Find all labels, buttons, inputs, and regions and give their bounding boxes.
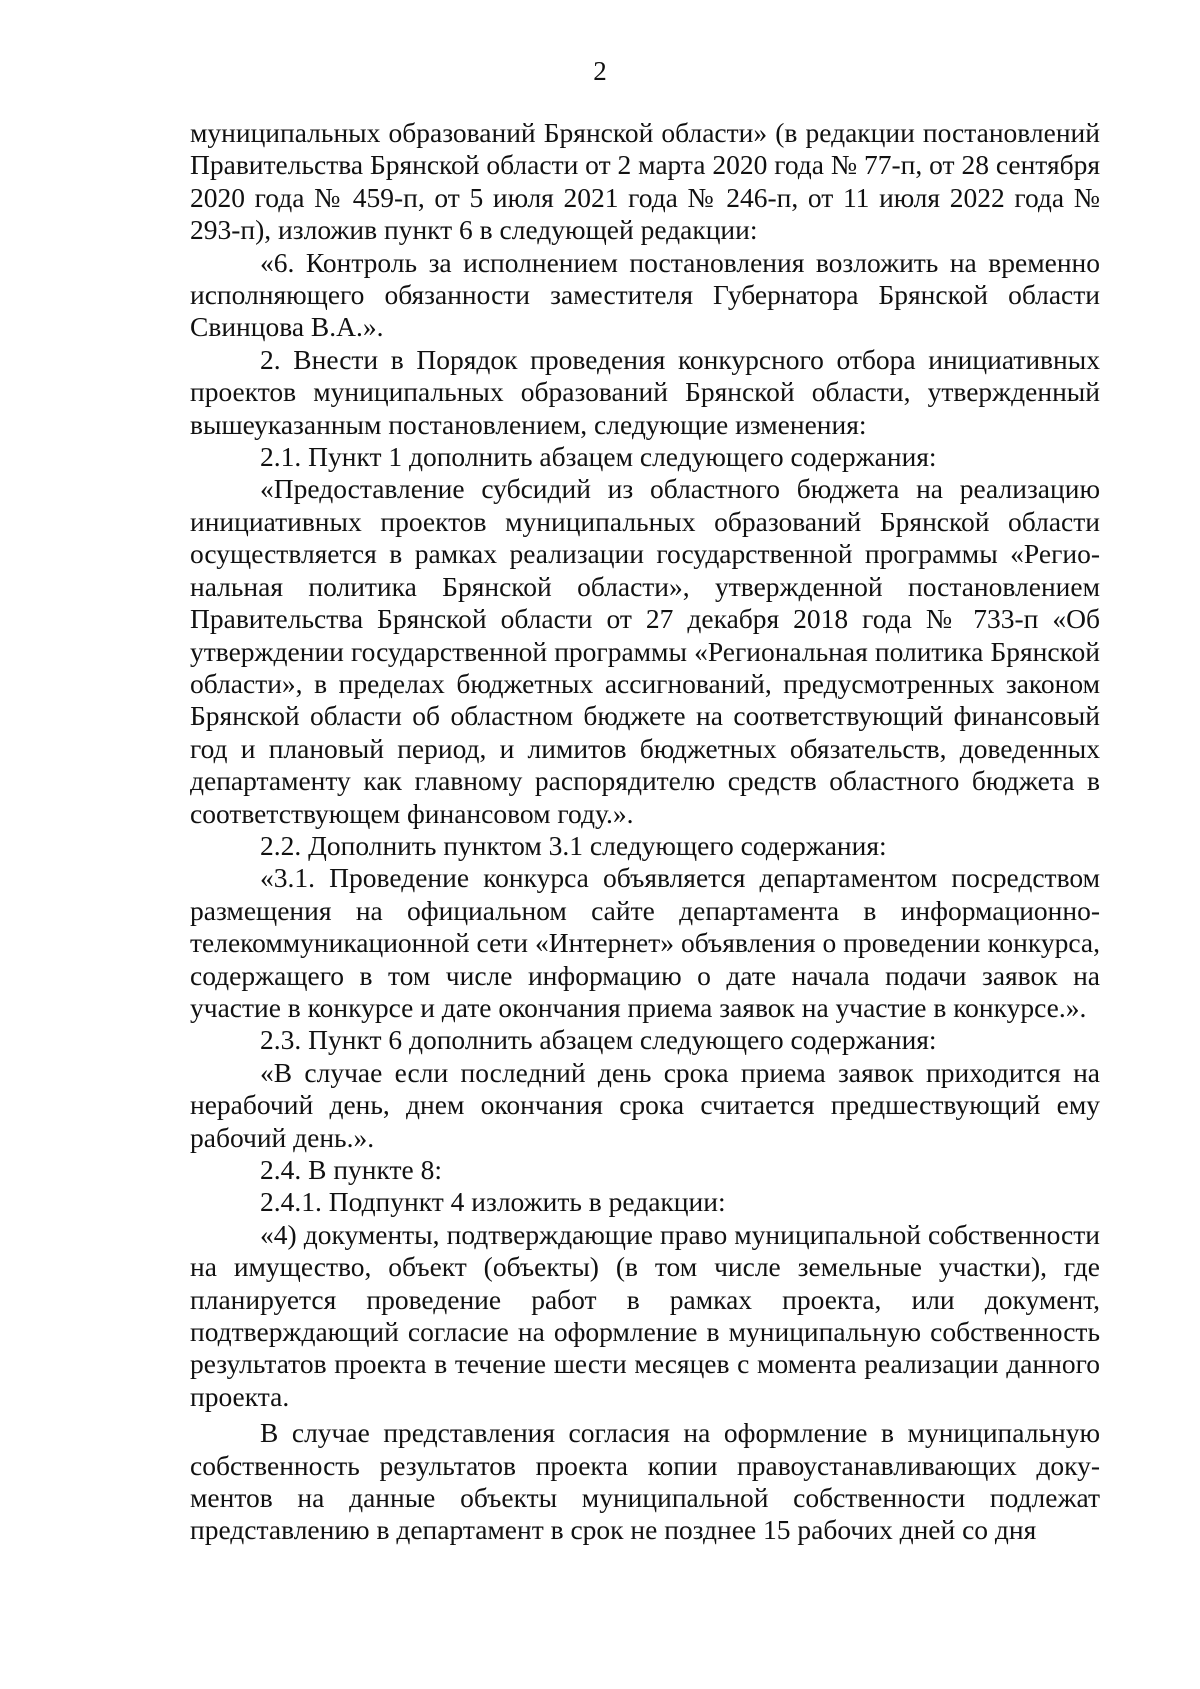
paragraph-intro: муниципальных образований Брянской области» (в редакции постановлений Правительства Брянской области от 2 марта 2020 года № 77-п, от 28 сентября 2020 года № 459-п, от 5 июля 2021 года № 246-п, от 11 июля 2022 года № 293-п), изложив пункт 6 в следующей редакции: [190, 117, 1100, 246]
paragraph-item-2-1: 2.1. Пункт 1 дополнить абзацем следующего содержания: [260, 441, 937, 473]
paragraph-item-2-2: 2.2. Дополнить пунктом 3.1 следующего содержания: [260, 829, 887, 861]
paragraph-item-2: 2. Внести в Порядок проведения конкурсного отбора инициативных проектов муниципальных образований Брянской области, утвержденный вышеуказанным постановлением, следующие изменения: [190, 343, 1100, 440]
paragraph-item-2-3: 2.3. Пункт 6 дополнить абзацем следующего содержания: [260, 1024, 937, 1056]
paragraph-item-2-4: 2.4. В пункте 8: [260, 1154, 443, 1185]
document-body [190, 117, 1100, 1547]
paragraph-item-2-4-1-continuation: В случае представления согласия на оформление в муниципальную собственность результатов проекта копии правоустанавливающих документов на данные объекты муниципальной собственности подлежат представлению в департамент в срок не позднее 15 рабочих дней со дня [190, 1417, 1100, 1546]
paragraph-item-2-4-1: 2.4.1. Подпункт 4 изложить в редакции: [260, 1186, 726, 1218]
paragraph-item-2-2-quote: «3.1. Проведение конкурса объявляется департаментом посредством размещения на официальном сайте департамента в информационно-телекоммуникационной сети «Интернет» объявления о проведении конкурса, содержащего в том числе информацию о дате начала подачи заявок на участие в конкурсе и дате окончания приема заявок на участие в конкурсе.». [190, 862, 1100, 1023]
paragraph-item-2-3-quote: «В случае если последний день срока приема заявок приходится на нерабочий день, днем окончания срока считается предшествующий ему рабочий день.». [190, 1056, 1100, 1153]
page-number: 2 [593, 56, 607, 86]
paragraph-item-2-1-quote: «Предоставление субсидий из областного бюджета на реализацию инициативных проектов муниципальных образований Брянской области осуществляется в рамках реализации государственной программы «Региональная политика Брянской области», утвержденной постановлением Правительства Брянской области от 27 декабря 2018 года № 733-п «Об утверждении государственной программы «Региональная политика Брянской области», в пределах бюджетных ассигнований, предусмотренных законом Брянской области об областном бюджете на соответствующий финансовый год и плановый период, и лимитов бюджетных обязательств, доведенных департаменту как главному распорядителю средств областного бюджета в соответствующем финансовом году.». [190, 473, 1100, 829]
paragraph-item-2-4-1-quote: «4) документы, подтверждающие право муниципальной собственности на имущество, объект (объекты) (в том числе земельные участки), где планируется проведение работ в рамках проекта, или документ, подтверждающий согласие на оформление в муниципальную собственность результатов проекта в течение шести месяцев с момента реализации данного проекта. [190, 1218, 1100, 1412]
paragraph-point-6-quote: «6. Контроль за исполнением постановления возложить на временно исполняющего обязанности заместителя Губернатора Брянской области Свинцова В.А.». [190, 246, 1100, 343]
